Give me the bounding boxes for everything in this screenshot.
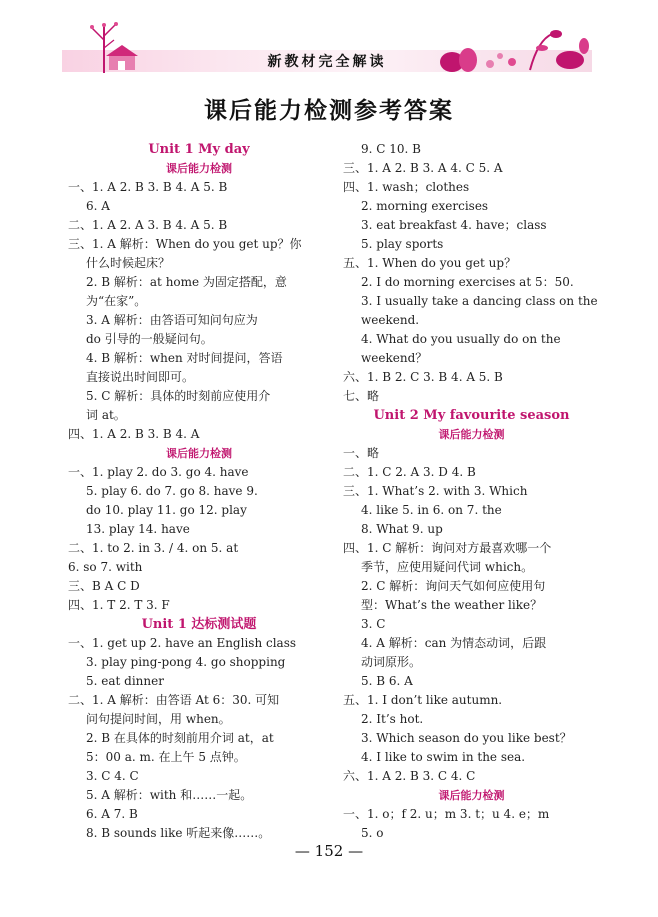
answer-line-indented: 3. I usually take a dancing class on the [361, 294, 598, 308]
answer-line: 六、1. A 2. B 3. C 4. C [343, 769, 476, 783]
answer-line-indented: 型：What’s the weather like？ [361, 598, 543, 612]
answer-line-indented: 2. B 在具体的时刻前用介词 at，at [86, 731, 274, 745]
answer-line: 七、略 [343, 389, 380, 403]
answer-line-indented: do 10. play 11. go 12. play [86, 503, 247, 517]
answer-line: 三、1. A 2. B 3. A 4. C 5. A [343, 161, 503, 175]
section-subheading: 课后能力检测 [438, 428, 505, 441]
answer-line-indented: 4. B 解析：when 对时间提问，答语 [86, 351, 283, 365]
answer-line: 二、1. A 2. A 3. B 4. A 5. B [68, 218, 228, 232]
answer-line: 五、1. When do you get up？ [343, 256, 517, 270]
header-banner [62, 18, 592, 80]
answer-line-indented: 2. C 解析：询问天气如何应使用句 [361, 579, 546, 593]
answer-line-indented: 动词原形。 [361, 655, 422, 669]
answer-line-indented: 6. A [86, 199, 110, 213]
answer-line: 二、1. to 2. in 3. / 4. on 5. at [68, 541, 239, 555]
answer-line: 四、1. A 2. B 3. B 4. A [68, 427, 200, 441]
answer-line-indented: 4. A 解析：can 为情态动词，后跟 [361, 636, 547, 650]
answer-line-indented: 季节，应使用疑问代词 which。 [361, 560, 534, 574]
page-number: — 152 — [294, 842, 364, 860]
answer-line: 六、1. B 2. C 3. B 4. A 5. B [343, 370, 503, 384]
answer-line-indented: 2. B 解析：at home 为固定搭配，意 [86, 275, 287, 289]
answer-line-indented: 9. C 10. B [361, 142, 421, 156]
answer-line-indented: 3. C [361, 617, 386, 631]
answer-line-indented: 3. Which season do you like best？ [361, 731, 572, 745]
answer-line-indented: 直接说出时间即可。 [86, 370, 195, 384]
answer-line-indented: 3. C 4. C [86, 769, 139, 783]
answer-line-indented: 2. It’s hot. [361, 712, 424, 726]
answer-line-indented: 5. B 6. A [361, 674, 413, 688]
answer-line-indented: 4. like 5. in 6. on 7. the [361, 503, 502, 517]
page-title: 课后能力检测参考答案 [204, 98, 454, 124]
answer-line: 6. so 7. with [68, 560, 143, 574]
answer-line-indented: 5. play 6. do 7. go 8. have 9. [86, 484, 258, 498]
answer-line-indented: 5. eat dinner [86, 674, 164, 688]
unit-heading: Unit 1 My day [148, 142, 250, 157]
banner-title: 新教材完全解读 [267, 54, 387, 70]
answer-line-indented: 2. I do morning exercises at 5：50. [361, 275, 574, 289]
answer-line: 一、1. A 2. B 3. B 4. A 5. B [68, 180, 228, 194]
answer-line: 三、B A C D [68, 579, 140, 593]
answer-line: 五、1. I don’t like autumn. [343, 693, 503, 707]
unit-heading: Unit 2 My favourite season [373, 408, 570, 423]
answer-line: 一、略 [343, 446, 380, 460]
answer-line: 三、1. A 解析：When do you get up？你 [68, 237, 302, 251]
answer-line-indented: 5. A 解析：with 和……一起。 [86, 788, 253, 802]
answer-line: 一、1. play 2. do 3. go 4. have [68, 465, 249, 479]
left-column [68, 140, 330, 843]
section-subheading: 课后能力检测 [166, 162, 232, 175]
unit-heading: Unit 1 达标测试题 [141, 617, 257, 632]
answer-line-indented: 5. o [361, 826, 384, 840]
answer-line: 一、1. get up 2. have an English class [68, 636, 297, 650]
answer-line: 四、1. wash；clothes [343, 180, 470, 194]
answer-line: 一、1. o；f 2. u；m 3. t；u 4. e；m [343, 807, 550, 821]
floral-decoration-icon [434, 26, 592, 74]
answer-line: 四、1. C 解析：询问对方最喜欢哪一个 [343, 541, 552, 555]
answer-line: 四、1. T 2. T 3. F [68, 598, 170, 612]
answer-line-indented: 4. What do you usually do on the [361, 332, 561, 346]
answer-line-indented: 4. I like to swim in the sea. [361, 750, 526, 764]
answer-line-indented: 问句提问时间，用 when。 [86, 712, 231, 726]
answer-line-indented: weekend？ [361, 351, 428, 365]
answer-line-indented: 为“在家”。 [86, 294, 147, 308]
answer-line: 二、1. A 解析：由答语 At 6：30. 可知 [68, 693, 280, 707]
answer-line-indented: 5：00 a. m. 在上午 5 点钟。 [86, 750, 246, 764]
section-subheading: 课后能力检测 [166, 447, 232, 460]
answer-line-indented: 什么时候起床？ [86, 256, 171, 270]
answer-line-indented: 8. B sounds like 听起来像……。 [86, 826, 271, 840]
answer-line-indented: 3. eat breakfast 4. have；class [361, 218, 547, 232]
section-subheading: 课后能力检测 [438, 789, 505, 802]
answer-line-indented: 3. play ping-pong 4. go shopping [86, 655, 286, 669]
right-column [343, 140, 600, 843]
answer-line: 三、1. What’s 2. with 3. Which [343, 484, 528, 498]
answer-line-indented: do 引导的一般疑问句。 [86, 332, 213, 346]
answer-line-indented: 2. morning exercises [361, 199, 489, 213]
answer-line-indented: 5. play sports [361, 237, 444, 251]
answer-line-indented: 13. play 14. have [86, 522, 190, 536]
answer-line-indented: 5. C 解析：具体的时刻前应使用介 [86, 389, 271, 403]
answer-line-indented: 词 at。 [86, 408, 126, 422]
answer-line: 二、1. C 2. A 3. D 4. B [343, 465, 476, 479]
answer-line-indented: 6. A 7. B [86, 807, 138, 821]
answer-line-indented: weekend. [361, 313, 420, 327]
answer-line-indented: 3. A 解析：由答语可知问句应为 [86, 313, 258, 327]
answer-line-indented: 8. What 9. up [361, 522, 443, 536]
